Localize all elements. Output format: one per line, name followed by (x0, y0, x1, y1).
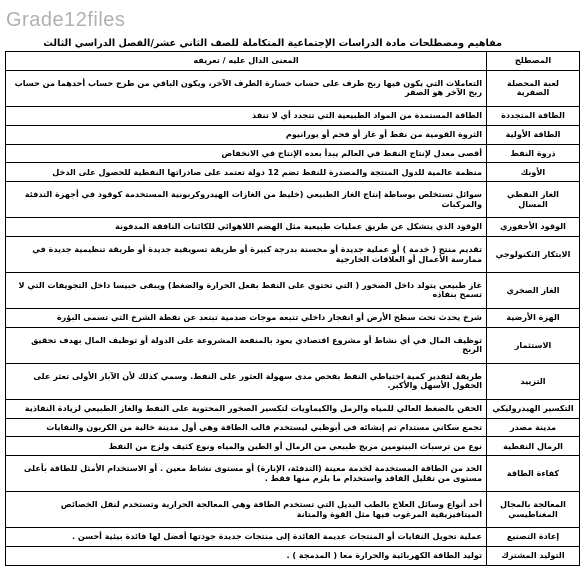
term-cell: الطاقة المتجددة (487, 106, 580, 125)
term-cell: كفاءة الطاقة (487, 456, 580, 492)
definition-cell: الحد من الطاقة المستخدمة لخدمة معينة (التدفئة، الإنارة) أو مستوى نشاط معين . أو الاستخدام الأمثل للطاقة بأعلى مستوى من تقليل الفاقد واستخدام ما يلزم منها فقط . (6, 456, 487, 492)
header-definition: المعنى الدال عليه / تعريفه (6, 52, 487, 71)
definition-cell: سوائل تستخلص بوساطة إنتاج الغاز الطبيعي (خليط من الغازات الهيدروكربونية المستخدمة كوقود في أجهزة التدفئة والمركبات (6, 182, 487, 218)
definition-cell: تجمع سكاني مستدام تم إنشائه في أبوظبي ليستخدم قالب الطاقة وهي أول مدينة خالية من الكربون والنفايات (6, 418, 487, 437)
term-cell: إعادة التصنيع (487, 528, 580, 547)
table-row (6, 418, 580, 437)
table-header-row (6, 52, 580, 71)
table-row (6, 182, 580, 218)
table-row (6, 327, 580, 363)
term-cell: التكسير الهيدروليكي (487, 399, 580, 418)
definition-cell: عملية تحويل النفايات أو المنتجات عديمة الفائدة إلى منتجات جديدة جودتها أفضل لها فائدة بيئية أحسن . (6, 528, 487, 547)
term-cell: التوليد المشترك (487, 547, 580, 566)
term-cell: الوقود الأحفوري (487, 218, 580, 237)
definition-cell: أحد أنواع وسائل العلاج بالطب البديل التي تستخدم الطاقة وهي المعالجة الحرارية وتستخدم لنقل الخصائص الميتافيزيقية المرغوب فيها مثل القوة والمتانة (6, 492, 487, 528)
table-row (6, 125, 580, 144)
definition-cell: نوع من ترسبات البيتومين مزيج طبيعي من الرمال أو الطين والمياه ونوع كثيف ولزج من النفط (6, 437, 487, 456)
term-cell: الغاز الصخري (487, 273, 580, 309)
table-row (6, 144, 580, 163)
table-row (6, 273, 580, 309)
term-cell: التزييد (487, 363, 580, 399)
document-title: مفاهيم ومصطلحات مادة الدراسات الإجتماعية المتكاملة للصف الثاني عشر/الفصل الدراسي الثالث (43, 38, 502, 49)
table-row (6, 218, 580, 237)
table-row (6, 363, 580, 399)
definition-cell: منظمة عالمية للدول المنتجة والمصدرة للنفط تضم 12 دولة تعتمد على صادراتها النفطية للحصول على الدخل (6, 163, 487, 182)
definition-cell: أقصى معدل لإنتاج النفط في العالم يبدأ بعده الإنتاج في الانخفاض (6, 144, 487, 163)
definition-cell: غاز طبيعي يتولد داخل الصخور ( التي تحتوي على النفط بفعل الحرارة والضغط) ويبقى حبيسا داخل التجويفات التي لا تسمح بنفاذه (6, 273, 487, 309)
definition-cell: الوقود الذي يتشكل عن طريق عمليات طبيعية مثل الهضم اللاهوائي للكائنات النافقة المدفونة (6, 218, 487, 237)
table-row (6, 237, 580, 273)
table-row (6, 70, 580, 106)
term-cell: ذروة النفط (487, 144, 580, 163)
term-cell: الأوبك (487, 163, 580, 182)
header-term: المصطلح (487, 52, 580, 71)
watermark-logo: Grade12files (6, 9, 126, 31)
terms-table (5, 51, 580, 566)
definition-cell: توليد الطاقة الكهربائية والحرارة معا ( المدمجة ) . (6, 547, 487, 566)
table-row (6, 163, 580, 182)
term-cell: لعبة المحصلة الصفرية (487, 70, 580, 106)
term-cell: الطاقة الأولية (487, 125, 580, 144)
definition-cell: الطاقة المستمدة من المواد الطبيعية التي تتجدد أي لا تنفذ (6, 106, 487, 125)
definition-cell: توظيف المال في أي نشاط أو مشروع اقتصادي يعود بالمنفعة المشروعة على الدولة أو توظيف المال بهدف تحقيق الربح (6, 327, 487, 363)
term-cell: الغاز النفطي المسال (487, 182, 580, 218)
table-row (6, 437, 580, 456)
definition-cell: الثروة القومية من نفط أو غاز أو فحم أو يورانيوم (6, 125, 487, 144)
table-row (6, 308, 580, 327)
table-row (6, 106, 580, 125)
table-row (6, 399, 580, 418)
term-cell: الابتكار التكنولوجي (487, 237, 580, 273)
table-row (6, 528, 580, 547)
definition-cell: تقديم منتج ( خدمة ) أو عملية جديدة أو محسنة بدرجة كبيرة أو طريقة تسويقية جديدة أو طريقة تنظيمية جديدة في ممارسة الأعمال أو العلاقات الخارجية (6, 237, 487, 273)
definition-cell: طريقة لتقدير كمية احتياطي النفط بفحص مدى سهولة العثور على النفط. وسمي كذلك لأن الآبار الأولى تعثر على الحقول الأسهل والأكبر. (6, 363, 487, 399)
table-row (6, 492, 580, 528)
term-cell: مدينة مصدر (487, 418, 580, 437)
term-cell: الرمال النفطية (487, 437, 580, 456)
term-cell: المعالجة بالمجال المغناطيسي (487, 492, 580, 528)
table-row (6, 456, 580, 492)
term-cell: الاستثمار (487, 327, 580, 363)
term-cell: الهزة الأرضية (487, 308, 580, 327)
definition-cell: الحقن بالضغط العالي للمياه والرمل والكيماويات لتكسير الصخور المحتوية على النفط والغاز الطبيعي لزيادة النفاذية (6, 399, 487, 418)
definition-cell: التعاملات التي يكون فيها ربح طرف على حساب خسارة الطرف الآخر، ويكون الباقي من طرح حساب أحدهما من حساب ربح الآخر هو الصفر (6, 70, 487, 106)
table-row (6, 547, 580, 566)
definition-cell: شرخ يحدث تحت سطح الأرض أو انفجار داخلي تتبعه موجات صدمية تبتعد عن نقطة الشرخ التي تسمى البؤرة (6, 308, 487, 327)
